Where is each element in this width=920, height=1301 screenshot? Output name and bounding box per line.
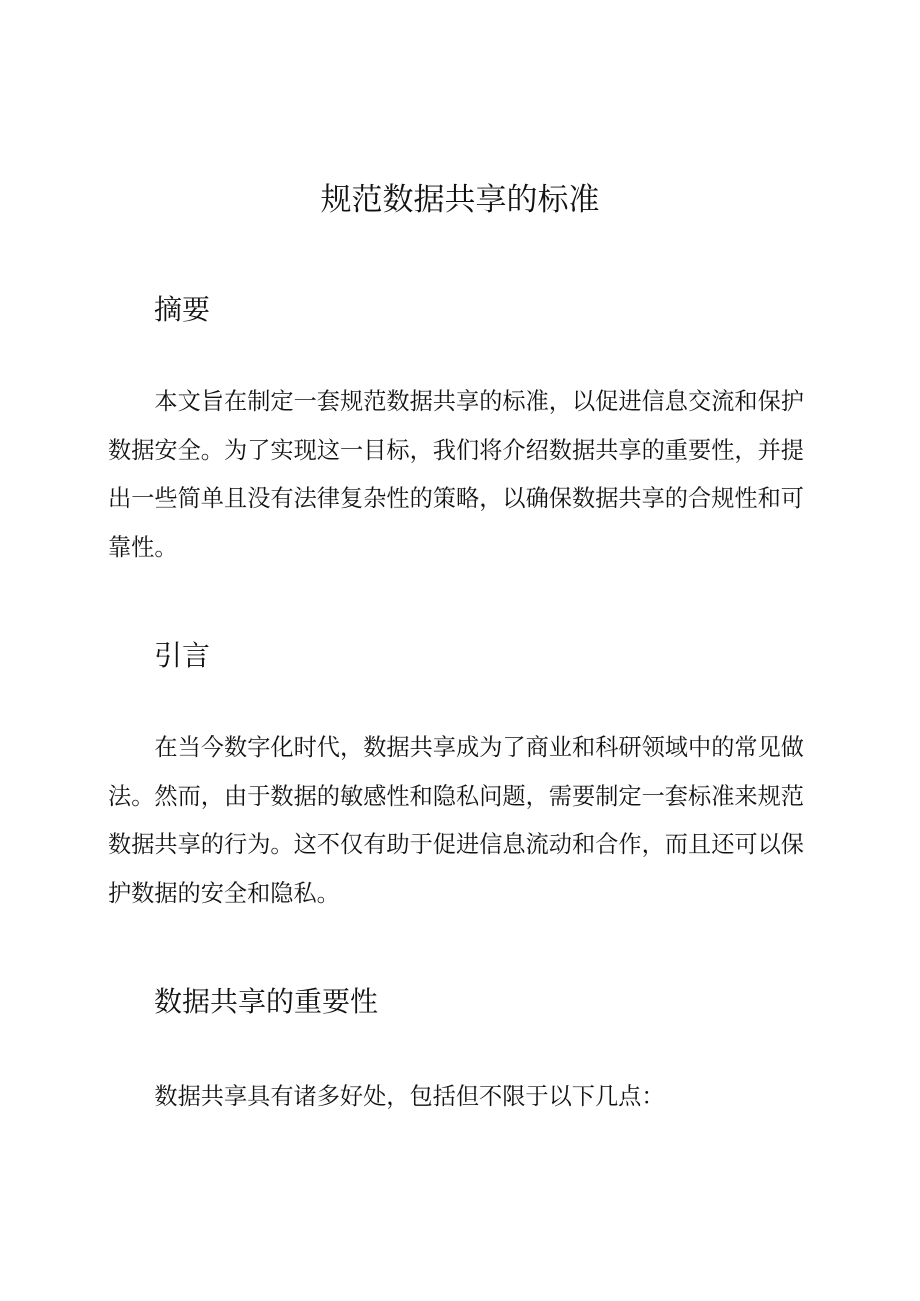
section-paragraph-introduction: 在当今数字化时代，数据共享成为了商业和科研领域中的常见做法。然而，由于数据的敏感性和隐私问题，需要制定一套标准来规范数据共享的行为。这不仅有助于促进信息流动和合作，而且还可以保护数据的安全和隐私。 [108,734,804,907]
section-heading-importance: 数据共享的重要性 [154,985,379,1018]
section-paragraph-importance: 数据共享具有诸多好处，包括但不限于以下几点： [154,1083,665,1110]
section-paragraph-abstract: 本文旨在制定一套规范数据共享的标准，以促进信息交流和保护数据安全。为了实现这一目标，我们将介绍数据共享的重要性，并提出一些简单且没有法律复杂性的策略，以确保数据共享的合规性和可靠性。 [108,388,804,561]
section-heading-introduction: 引言 [154,639,211,672]
section-heading-abstract: 摘要 [154,293,211,326]
document-title: 规范数据共享的标准 [320,182,600,218]
